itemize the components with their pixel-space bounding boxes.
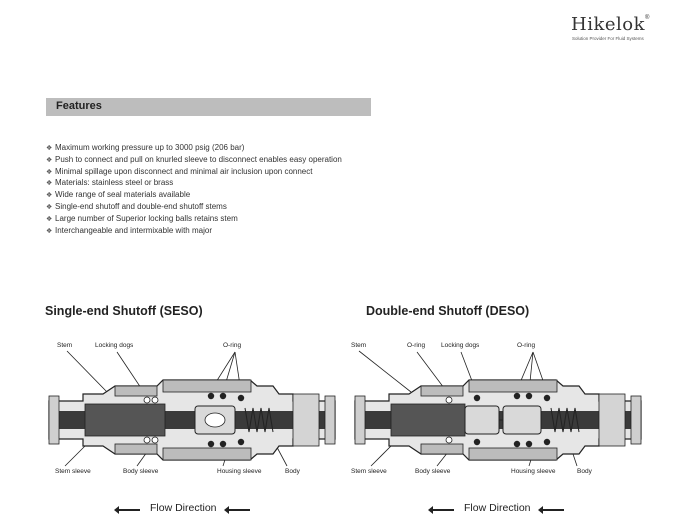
features-list: [46, 142, 466, 236]
diamond-bullet-icon: ❖: [46, 215, 53, 223]
left-arrow-icon: [542, 509, 564, 511]
feature-text: Wide range of seal materials available: [55, 190, 191, 200]
label-o-ring-right: O-ring: [517, 342, 536, 349]
feature-text: Maximum working pressure up to 3000 psig (206 bar): [55, 143, 245, 152]
left-arrow-icon: [118, 509, 140, 511]
label-o-ring-left: O-ring: [407, 342, 426, 349]
diamond-bullet-icon: ❖: [46, 180, 53, 188]
features-title: Features: [56, 100, 102, 112]
diamond-bullet-icon: ❖: [46, 156, 53, 164]
diamond-bullet-icon: ❖: [46, 192, 53, 200]
brand-tagline: Solution Provider For Fluid Systems: [572, 36, 644, 41]
label-locking-dogs: Locking dogs: [95, 342, 134, 349]
diamond-bullet-icon: ❖: [46, 168, 53, 176]
list-item: [46, 213, 466, 225]
list-item: [46, 154, 466, 166]
registered-mark: ®: [645, 15, 650, 21]
label-stem: Stem: [57, 342, 73, 349]
flow-direction-label: Flow Direction: [150, 502, 217, 514]
deso-title: Double-end Shutoff (DESO): [366, 304, 530, 318]
list-item: [46, 189, 466, 201]
label-body: Body: [577, 468, 592, 475]
list-item: [46, 201, 466, 213]
label-body-sleeve: Body sleeve: [415, 468, 451, 475]
feature-text: Push to connect and pull on knurled sleeve to disconnect enables easy operation: [55, 154, 342, 164]
deso-coupling-drawing: [351, 340, 671, 480]
label-stem-sleeve: Stem sleeve: [351, 468, 387, 475]
label-housing-sleeve: Housing sleeve: [217, 468, 262, 475]
diamond-bullet-icon: ❖: [46, 145, 53, 152]
label-stem-sleeve: Stem sleeve: [55, 468, 91, 475]
left-arrow-icon: [432, 509, 454, 511]
brand-name: Hikelok: [571, 14, 646, 35]
seso-cross-section-diagram: [45, 340, 365, 480]
features-header: [46, 98, 371, 116]
label-body: Body: [285, 468, 300, 475]
flow-direction-label: Flow Direction: [464, 502, 531, 514]
label-locking-dogs: Locking dogs: [441, 342, 480, 349]
feature-text: Materials: stainless steel or brass: [55, 178, 174, 188]
feature-text: Interchangeable and intermixable with major: [55, 225, 212, 235]
label-housing-sleeve: Housing sleeve: [511, 468, 556, 475]
seso-coupling-drawing: [45, 340, 365, 480]
label-o-ring: O-ring: [223, 342, 242, 349]
list-item: [46, 225, 466, 237]
diamond-bullet-icon: ❖: [46, 203, 53, 211]
deso-cross-section-diagram: [351, 340, 671, 480]
feature-text: Large number of Superior locking balls retains stem: [55, 213, 238, 223]
label-stem: Stem: [351, 342, 367, 349]
feature-text: Minimal spillage upon disconnect and minimal air inclusion upon connect: [55, 166, 313, 176]
brand-logo: [571, 14, 681, 48]
list-item: [46, 166, 466, 178]
list-item: [46, 142, 466, 154]
feature-text: Single-end shutoff and double-end shutoff stems: [55, 201, 227, 211]
label-body-sleeve: Body sleeve: [123, 468, 159, 475]
diamond-bullet-icon: ❖: [46, 227, 53, 235]
seso-title: Single-end Shutoff (SESO): [45, 304, 203, 318]
left-arrow-icon: [228, 509, 250, 511]
list-item: [46, 177, 466, 189]
